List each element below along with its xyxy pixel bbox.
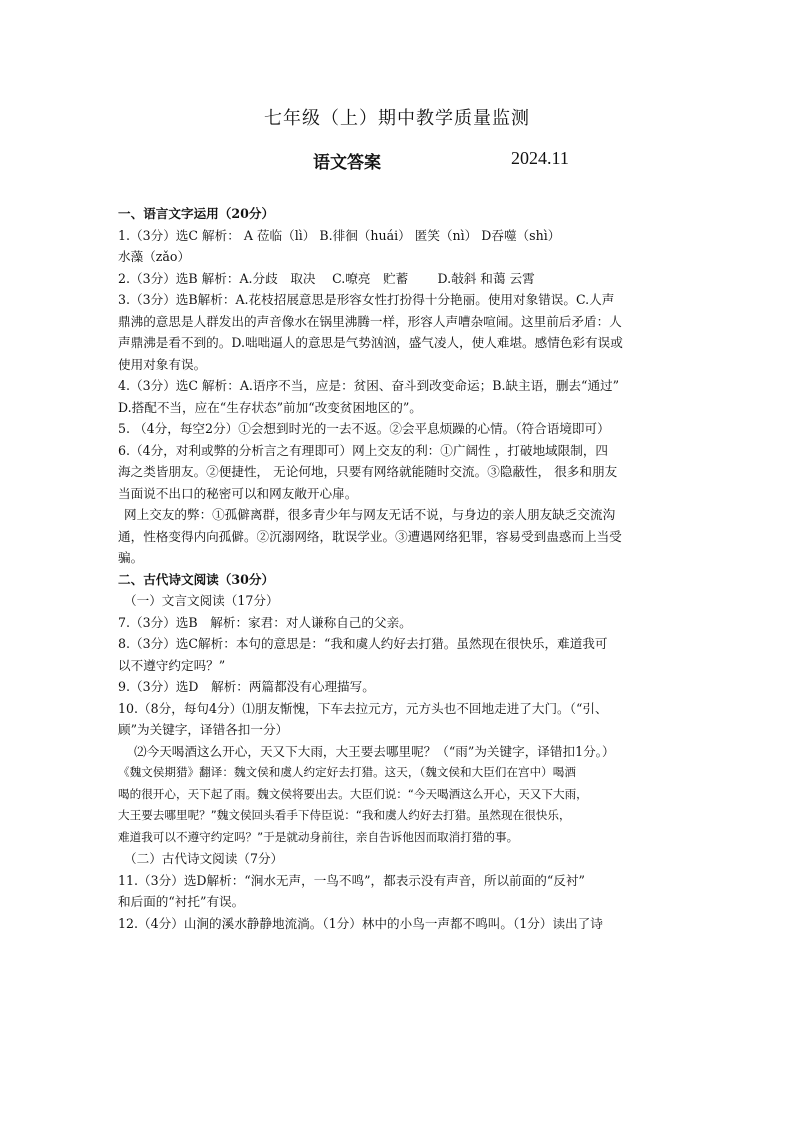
answer-line: 当面说不出口的秘密可以和网友敞开心扉。 (118, 485, 358, 501)
answer-line: 网上交友的弊：①孤僻离群，很多青少年与网友无话不说，与身边的亲人朋友缺乏交流沟 (124, 507, 616, 522)
answer-line: 8.（3分）选C解析：本句的意思是：“我和虞人约好去打猎。虽然现在很快乐，难道我可 (118, 636, 608, 651)
translation-line: 难道我可以不遵守约定吗？”于是就动身前往，亲自告诉他因而取消打猎的事。 (118, 829, 519, 844)
subject-label: 语文答案 (313, 153, 381, 173)
section-heading: 二、古代诗文阅读（30分） (118, 571, 275, 587)
answer-line: 6.（4分，对利或弊的分析言之有理即可）网上交友的利：①广阔性 ，打破地域限制，四 (118, 442, 609, 458)
answer-line: 4.（3分）选C 解析：A.语序不当，应是：贫困、奋斗到改变命运；B.缺主语，删去“通过” (118, 378, 620, 393)
answer-line: 声鼎沸是看不到的。D.咄咄逼人的意思是气势汹汹，盛气凌人，使人难堪。感情色彩有误或 (118, 335, 623, 350)
answer-line: 1.（3分）选C 解析： A 莅临（lì） B.徘徊（huái） 匿笑（nì） D吞噬（shì） (118, 227, 561, 243)
answer-line: 海之类皆朋友。②便捷性， 无论何地，只要有网络就能随时交流。③隐蔽性， 很多和朋友 (118, 464, 618, 479)
answer-line: 9.（3分）选D 解析：两篇都没有心理描写。 (118, 679, 375, 694)
subsection-heading: （二）古代诗文阅读（7分） (124, 851, 284, 866)
answer-line: 鼎沸的意思是人群发出的声音像水在锅里沸腾一样，形容人声嘈杂喧闹。这里前后矛盾：人 (118, 313, 622, 329)
section-heading: 一、语言文字运用（20分） (118, 206, 275, 221)
answer-line: 7.（3分）选B 解析：家君：对人谦称自己的父亲。 (118, 614, 412, 630)
answer-line: 3.（3分）选B解析：A.花枝招展意思是形容女性打扮得十分艳丽。使用对象错误。C.人声 (118, 292, 615, 307)
exam-date: 2024.11 (511, 148, 569, 168)
answer-line: 水藻（zǎo） (118, 249, 191, 264)
answer-line: 通，性格变得内向孤僻。②沉溺网络，耽误学业。③遭遇网络犯罪，容易受到蛊惑而上当受 (118, 528, 622, 544)
answer-line: 以不遵守约定吗？” (118, 657, 226, 673)
answer-line: 顾”为关键字，译错各扣一分） (118, 722, 289, 737)
document-title: 七年级（上）期中教学质量监测 (264, 108, 530, 129)
answer-line: 骗。 (118, 550, 144, 565)
answer-line: 5. （4分，每空2分）①会想到时光的一去不返。②会平息烦躁的心情。（符合语境即可） (118, 421, 610, 436)
answer-line: 10.（8分，每句4分）⑴朋友惭愧，下车去拉元方，元方头也不回地走进了大门。（“引、 (118, 700, 608, 716)
answer-line: 使用对象有误。 (118, 356, 207, 372)
answer-line: 11.（3分）选D解析：“涧水无声，一鸟不鸣”，都表示没有声音，所以前面的“反衬” (118, 872, 585, 888)
answer-line: ⑵今天喝酒这么开心，天又下大雨，大王要去哪里呢？（“雨”为关键字，译错扣1分。） (134, 743, 615, 759)
translation-line: 喝的很开心，天下起了雨。魏文侯将要出去。大臣们说：“今天喝酒这么开心，天又下大雨， (118, 786, 588, 801)
answer-line: D.搭配不当，应在“生存状态”前加“改变贫困地区的”。 (118, 399, 422, 415)
answer-line: 和后面的“衬托”有误。 (118, 894, 245, 909)
answer-content (118, 203, 678, 934)
translation-line: 大王要去哪里呢？”魏文侯回头看手下侍臣说：“我和虞人约好去打猎。虽然现在很快乐， (118, 808, 571, 822)
answer-line: 2.（3分）选B 解析：A.分歧 取决 C.嘹亮 贮蓄 D.敧斜 和蔼 云霄 (118, 270, 535, 286)
answer-line: 12.（4分）山涧的溪水静静地流淌。（1分）林中的小鸟一声都不鸣叫。（1分）读出了诗 (118, 915, 603, 931)
subsection-heading: （一）文言文阅读（17分） (124, 593, 279, 608)
translation-line: 《魏文侯期猎》翻译：魏文侯和虞人约定好去打猎。这天，（魏文侯和大臣们在宫中）喝酒 (118, 765, 576, 779)
